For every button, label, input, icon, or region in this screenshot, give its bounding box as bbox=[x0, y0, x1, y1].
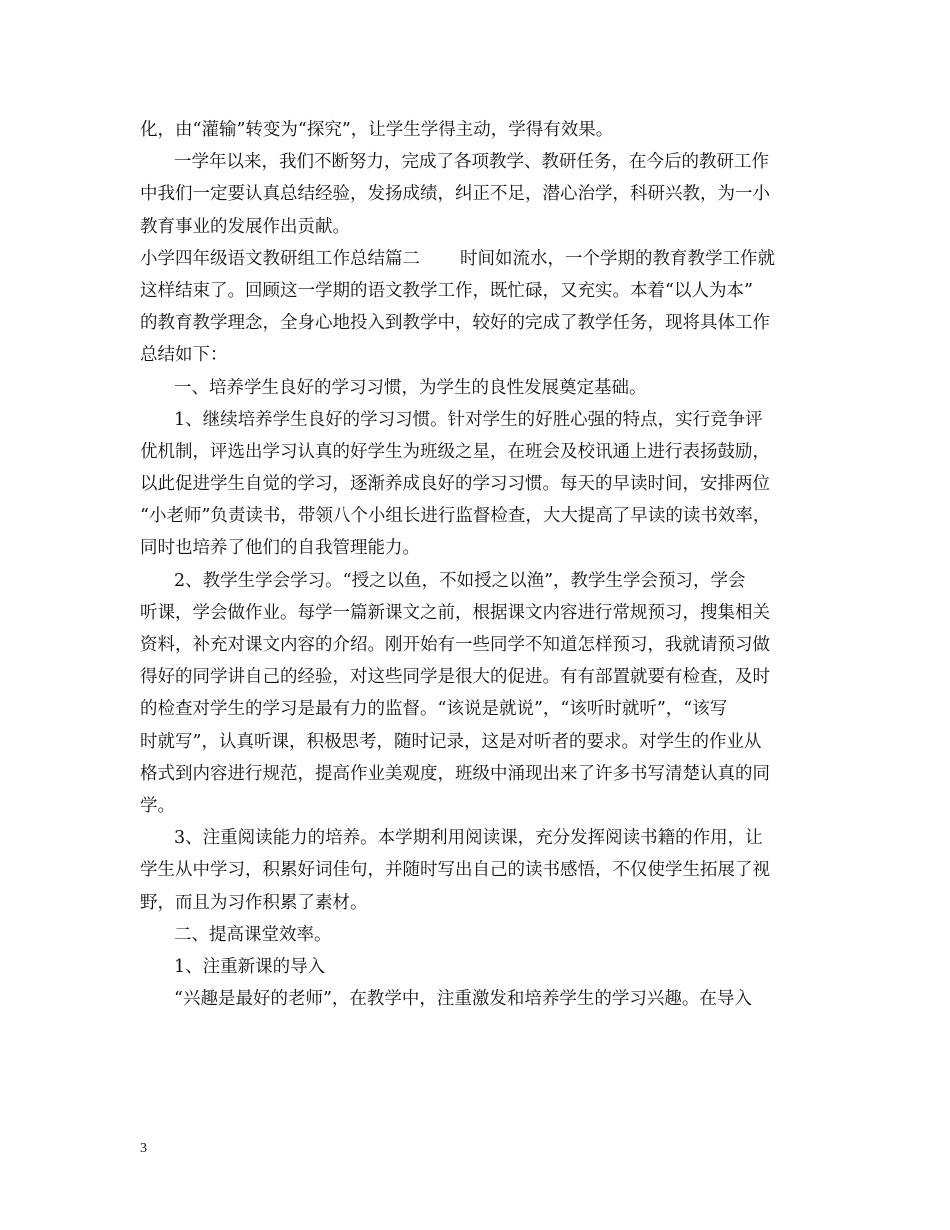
text-line: 2、教学生学会学习。“授之以鱼，不如授之以渔”，教学生学会预习，学会 bbox=[174, 570, 746, 591]
text-line: 格式到内容进行规范，提高作业美观度，班级中涌现出来了许多书写清楚认真的同 bbox=[140, 763, 770, 784]
text-line: 一学年以来，我们不断努力，完成了各项教学、教研任务，在今后的教研工作 bbox=[174, 152, 769, 173]
section-heading-text: 时间如流水，一个学期的教育教学工作就 bbox=[460, 248, 775, 269]
text-line: 时就写”，认真听课，积极思考，随时记录，这是对听者的要求。对学生的作业从 bbox=[140, 731, 762, 752]
text-line: 这样结束了。回顾这一学期的语文教学工作，既忙碌，又充实。本着“以人为本” bbox=[140, 280, 753, 301]
text-line: 学生从中学习，积累好词佳句，并随时写出自己的读书感悟，不仅使学生拓展了视 bbox=[140, 860, 770, 881]
page-number: 3 bbox=[140, 1141, 147, 1156]
text-line: 野，而且为习作积累了素材。 bbox=[140, 892, 368, 913]
text-line: 听课，学会做作业。每学一篇新课文之前，根据课文内容进行常规预习，搜集相关 bbox=[140, 602, 770, 623]
text-line: 得好的同学讲自己的经验，对这些同学是很大的促进。有有部置就要有检查，及时 bbox=[140, 667, 770, 688]
section-heading-title: 小学四年级语文教研组工作总结篇二 bbox=[140, 248, 420, 269]
text-line: 中我们一定要认真总结经验，发扬成绩，纠正不足，潜心治学，科研兴教，为一小 bbox=[140, 184, 770, 205]
body-text bbox=[140, 114, 812, 1015]
text-line: 1、注重新课的导入 bbox=[174, 956, 326, 977]
text-line: 优机制，评选出学习认真的好学生为班级之星，在班会及校讯通上进行表扬鼓励， bbox=[140, 441, 770, 462]
text-line: 学。 bbox=[140, 795, 175, 816]
text-line: 总结如下： bbox=[140, 345, 228, 366]
text-line: 的教育教学理念，全身心地投入到教学中，较好的完成了教学任务，现将具体工作 bbox=[140, 313, 770, 334]
text-line: 3、注重阅读能力的培养。本学期利用阅读课，充分发挥阅读书籍的作用，让 bbox=[174, 828, 763, 849]
text-line: “兴趣是最好的老师”，在教学中，注重激发和培养学生的学习兴趣。在导入 bbox=[174, 989, 752, 1010]
text-line: 一、培养学生良好的学习习惯，为学生的良性发展奠定基础。 bbox=[174, 377, 647, 398]
text-line: 1、继续培养学生良好的学习习惯。针对学生的好胜心强的特点，实行竞争评 bbox=[174, 409, 763, 430]
text-line: 资料，补充对课文内容的介绍。刚开始有一些同学不知道怎样预习，我就请预习做 bbox=[140, 635, 770, 655]
text-line: 教育事业的发展作出贡献。 bbox=[140, 216, 350, 237]
text-line: 二、提高课堂效率。 bbox=[174, 924, 332, 945]
text-line: “小老师”负责读书，带领八个小组长进行监督检查，大大提高了早读的读书效率， bbox=[140, 506, 771, 527]
text-line: 以此促进学生自觉的学习，逐渐养成良好的学习习惯。每天的早读时间，安排两位 bbox=[140, 474, 770, 495]
text-line: 的检查对学生的学习是最有力的监督。“该说是就说”，“该听时就听”，“该写 bbox=[140, 699, 728, 720]
text-line: 化，由“灌输”转变为“探究”，让学生学得主动，学得有效果。 bbox=[140, 120, 614, 140]
section-heading-line bbox=[140, 243, 812, 275]
text-line: 同时也培养了他们的自我管理能力。 bbox=[140, 538, 420, 559]
